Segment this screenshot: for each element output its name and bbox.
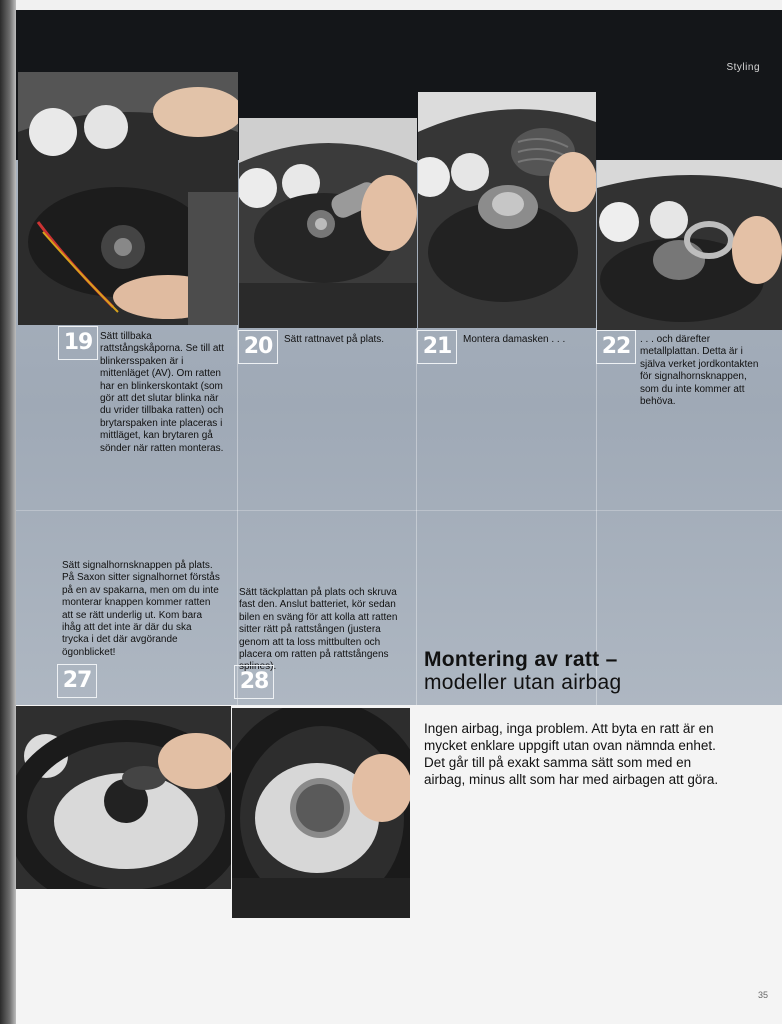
step-22-text: . . . och därefter metallplattan. Detta är i själva verket jordkontakten för signalhornsknappen, som du inte kommer att behöva. bbox=[640, 334, 759, 408]
step-28-text: Sätt täckplattan på plats och skruva fast den. Anslut batteriet, kör sedan bilen en sväng för att kolla att ratten sitter rätt på rattstången (justera genom att ta loss mittbulten och placera om ratten på rattstångens splines). bbox=[239, 587, 398, 673]
step-19-text: Sätt tillbaka rattstångskåporna. Se till att blinkersspaken är i mittenläget (AV). Om ratten har en blinkerskontakt (som gör att det slutar blinka när du vrider tillbaka ratten) och brytarspaken inte placeras i mittläget, kan brytaren gå sönder när ratten monteras. bbox=[100, 331, 224, 454]
photo-step-19 bbox=[18, 72, 238, 325]
page-number: 35 bbox=[757, 990, 768, 1000]
section-label: Styling bbox=[726, 62, 760, 73]
photo-step-27 bbox=[16, 706, 231, 889]
photo-step-20 bbox=[239, 118, 417, 328]
section-title-line1: Montering av ratt – bbox=[424, 648, 618, 671]
step-21-number: 21 bbox=[417, 330, 457, 364]
photo-step-21 bbox=[418, 92, 596, 328]
section-intro-text: Ingen airbag, inga problem. Att byta en ratt är en mycket enklare uppgift utan ovan nämnda enhet. Det går till på exakt samma sätt som med en airbag, minus allt som har med airbagen att göra. bbox=[424, 721, 719, 787]
step-20-number: 20 bbox=[238, 330, 278, 364]
step-19-number: 19 bbox=[58, 326, 98, 360]
step-21-text: Montera damasken . . . bbox=[463, 334, 566, 345]
photo-step-22 bbox=[597, 160, 782, 330]
step-27-text: Sätt signalhornsknappen på plats. På Saxon sitter signalhornet förstås på en av spakarna, men om du inte monterar knappen kommer ratten att se rätt underlig ut. Kom bara ihåg att det inte är där du ska trycka i det där avgörande ögonblicket! bbox=[62, 560, 220, 658]
photo-step-28 bbox=[232, 708, 410, 918]
step-27-number: 27 bbox=[57, 664, 97, 698]
page-spine bbox=[0, 0, 16, 1024]
step-22-number: 22 bbox=[596, 330, 636, 364]
step-20-text: Sätt rattnavet på plats. bbox=[284, 334, 385, 345]
step-28-number: 28 bbox=[234, 665, 274, 699]
section-title-line2: modeller utan airbag bbox=[424, 671, 622, 694]
